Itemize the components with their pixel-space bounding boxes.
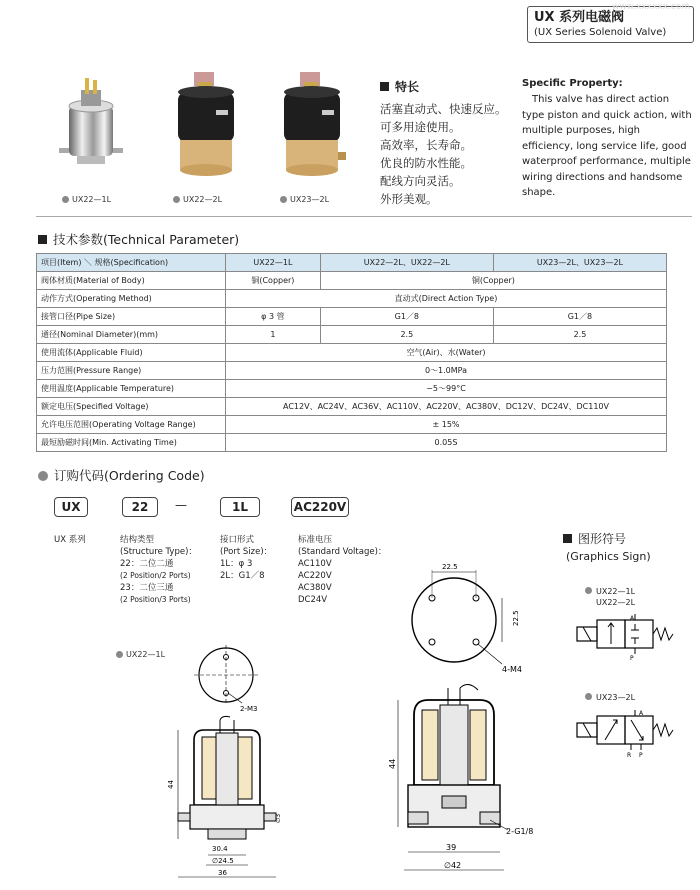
features-heading: 特长 [380,78,419,95]
port-a-label: A [639,710,644,717]
table-row [37,344,667,362]
dim-h1-label: 22.5 [512,610,520,626]
bullet-dot-icon [62,196,69,203]
table-row [37,380,667,398]
table-header-cell: UX23—2L、UX23—2L [493,254,666,272]
table-cell: G1／8 [493,308,666,326]
port-r-label: R [627,752,632,758]
feature-item: 配线方向灵活。 [380,174,461,188]
bullet-dot-icon [585,693,592,700]
symbol-2port-diagram [573,612,683,662]
feature-item: 高效率，长寿命。 [380,138,472,152]
feature-item: 优良的防水性能。 [380,156,472,170]
dim-hole-label: 2-M3 [240,705,258,713]
table-row-label: 通径(Nominal Diameter)(mm) [37,326,226,344]
table-cell: −5～99°C [226,380,667,398]
voltage-note: 标准电压 (Standard Voltage)： AC110V AC220V AC380V DC24V [298,535,387,605]
product-caption-3: UX23—2L [280,195,329,204]
symbol1-caption: UX22—1L UX22—2L [585,586,635,608]
table-cell: 0～1.0MPa [226,362,667,380]
table-header-cell: UX22—1L [226,254,321,272]
dim-pipe-label: ∅3 [275,813,282,823]
dim-diameter-label: ∅42 [444,861,462,870]
port-p-label: P [639,752,643,758]
table-cell: φ 3 管 [226,308,321,326]
dim-width-label: 39 [446,843,457,852]
graphics-heading: 图形符号 [563,530,626,547]
table-row [37,272,667,290]
port-a-label: A [630,615,635,622]
product-photo-ux22-1l [55,78,130,173]
table-row-label: 额定电压(Specified Voltage) [37,398,226,416]
divider [36,216,692,217]
table-cell: 1 [226,326,321,344]
product-caption-2: UX22—2L [173,195,222,204]
table-row-label: 最短励磁时间(Min. Activating Time) [37,434,226,452]
series-note: UX 系列 [54,535,86,545]
dim-port-label: 2-G1/8 [506,827,534,836]
code-dash: — [175,498,187,512]
table-cell: 0.05S [226,434,667,452]
feature-item: 可多用途使用。 [380,120,461,134]
feature-item: 外形美观。 [380,192,438,206]
tech-heading: 技术参数(Technical Parameter) [38,230,239,248]
table-cell: 2.5 [493,326,666,344]
table-row-label: 使用温度(Applicable Temperature) [37,380,226,398]
table-header-cell: 项目(Item) ＼ 规格(Specification) [37,254,226,272]
code-box-voltage: AC220V [291,497,349,517]
structure-note: 结构类型 (Structure Type)： 22：二位二通 (2 Position/2 Ports) 23：二位三通 (2 Position/3 Ports) [120,535,197,604]
table-row [37,434,667,452]
bullet-dot-icon [116,651,123,658]
table-row-label: 接管口径(Pipe Size) [37,308,226,326]
table-header-cell: UX22—2L、UX22—2L [320,254,493,272]
table-cell: G1／8 [320,308,493,326]
bullet-dot-icon [173,196,180,203]
dim-height-label: 44 [167,780,175,789]
bullet-dot-icon [585,587,592,594]
symbol-3port-diagram [573,708,683,758]
table-cell: 2.5 [320,326,493,344]
symbol2-caption: UX23—2L [585,692,635,703]
table-row-label: 允许电压范围(Operating Voltage Range) [37,416,226,434]
table-row [37,326,667,344]
title-cn: UX 系列电磁阀 [534,10,625,25]
square-bullet-icon [38,235,47,244]
ordering-heading: 订购代码(Ordering Code) [38,466,205,484]
table-cell: AC12V、AC24V、AC36V、AC110V、AC220V、AC380V、DC12V、DC24V、DC110V [226,398,667,416]
specific-property-heading: Specific Property: [522,78,623,89]
dim-holes-label: 4-M4 [502,665,522,674]
table-header-row [37,254,667,272]
port-p-label: P [630,655,634,662]
table-cell: 空气(Air)、水(Water) [226,344,667,362]
table-row-label: 使用流体(Applicable Fluid) [37,344,226,362]
square-bullet-icon [563,534,572,543]
port-note: 接口形式 (Port Size)： 1L：φ 3 2L：G1／8 [220,535,273,581]
title-en: (UX Series Solenoid Valve) [534,27,667,38]
tech-table [36,253,667,452]
table-cell: 铜(Copper) [320,272,666,290]
code-box-series: UX [54,497,88,517]
watermark: www.xxxxxx.com [612,2,691,12]
table-row-label: 压力范围(Pressure Range) [37,362,226,380]
code-box-port: 1L [220,497,260,517]
product-caption-1: UX22—1L [62,195,111,204]
dim-height-label: 44 [388,758,397,769]
table-cell: ± 15% [226,416,667,434]
specific-property-text: This valve has direct action type piston and quick action, with multiple purposes, high efficiency, long service life, good waterproof performance, multiple wiring directions and handsome shape. [522,94,692,198]
dim-w1-label: 22.5 [442,563,458,571]
square-bullet-icon [380,82,389,91]
table-row-label: 动作方式(Operating Method) [37,290,226,308]
table-cell: 铜(Copper) [226,272,321,290]
table-row [37,416,667,434]
code-box-structure: 22 [122,497,158,517]
product-photo-ux23-2l [278,70,348,180]
table-row [37,308,667,326]
table-row [37,398,667,416]
dim-d2-label: ∅24.5 [212,857,234,865]
table-row-label: 阀体材质(Material of Body) [37,272,226,290]
bullet-dot-icon [280,196,287,203]
dim-width-label: 36 [218,869,227,877]
circle-bullet-icon [38,471,48,481]
table-row [37,362,667,380]
graphics-subheading: (Graphics Sign) [566,550,651,563]
features-list [380,100,507,208]
product-photo-ux22-2l [172,70,242,180]
table-row [37,290,667,308]
feature-item: 活塞直动式、快速反应。 [380,102,507,116]
drawing1-caption: UX22—1L [116,650,165,659]
table-cell: 直动式(Direct Action Type) [226,290,667,308]
dim-d1-label: 30.4 [212,845,228,853]
drawing-ux22-1l [150,645,290,885]
drawing-ux22-2l [378,560,548,885]
